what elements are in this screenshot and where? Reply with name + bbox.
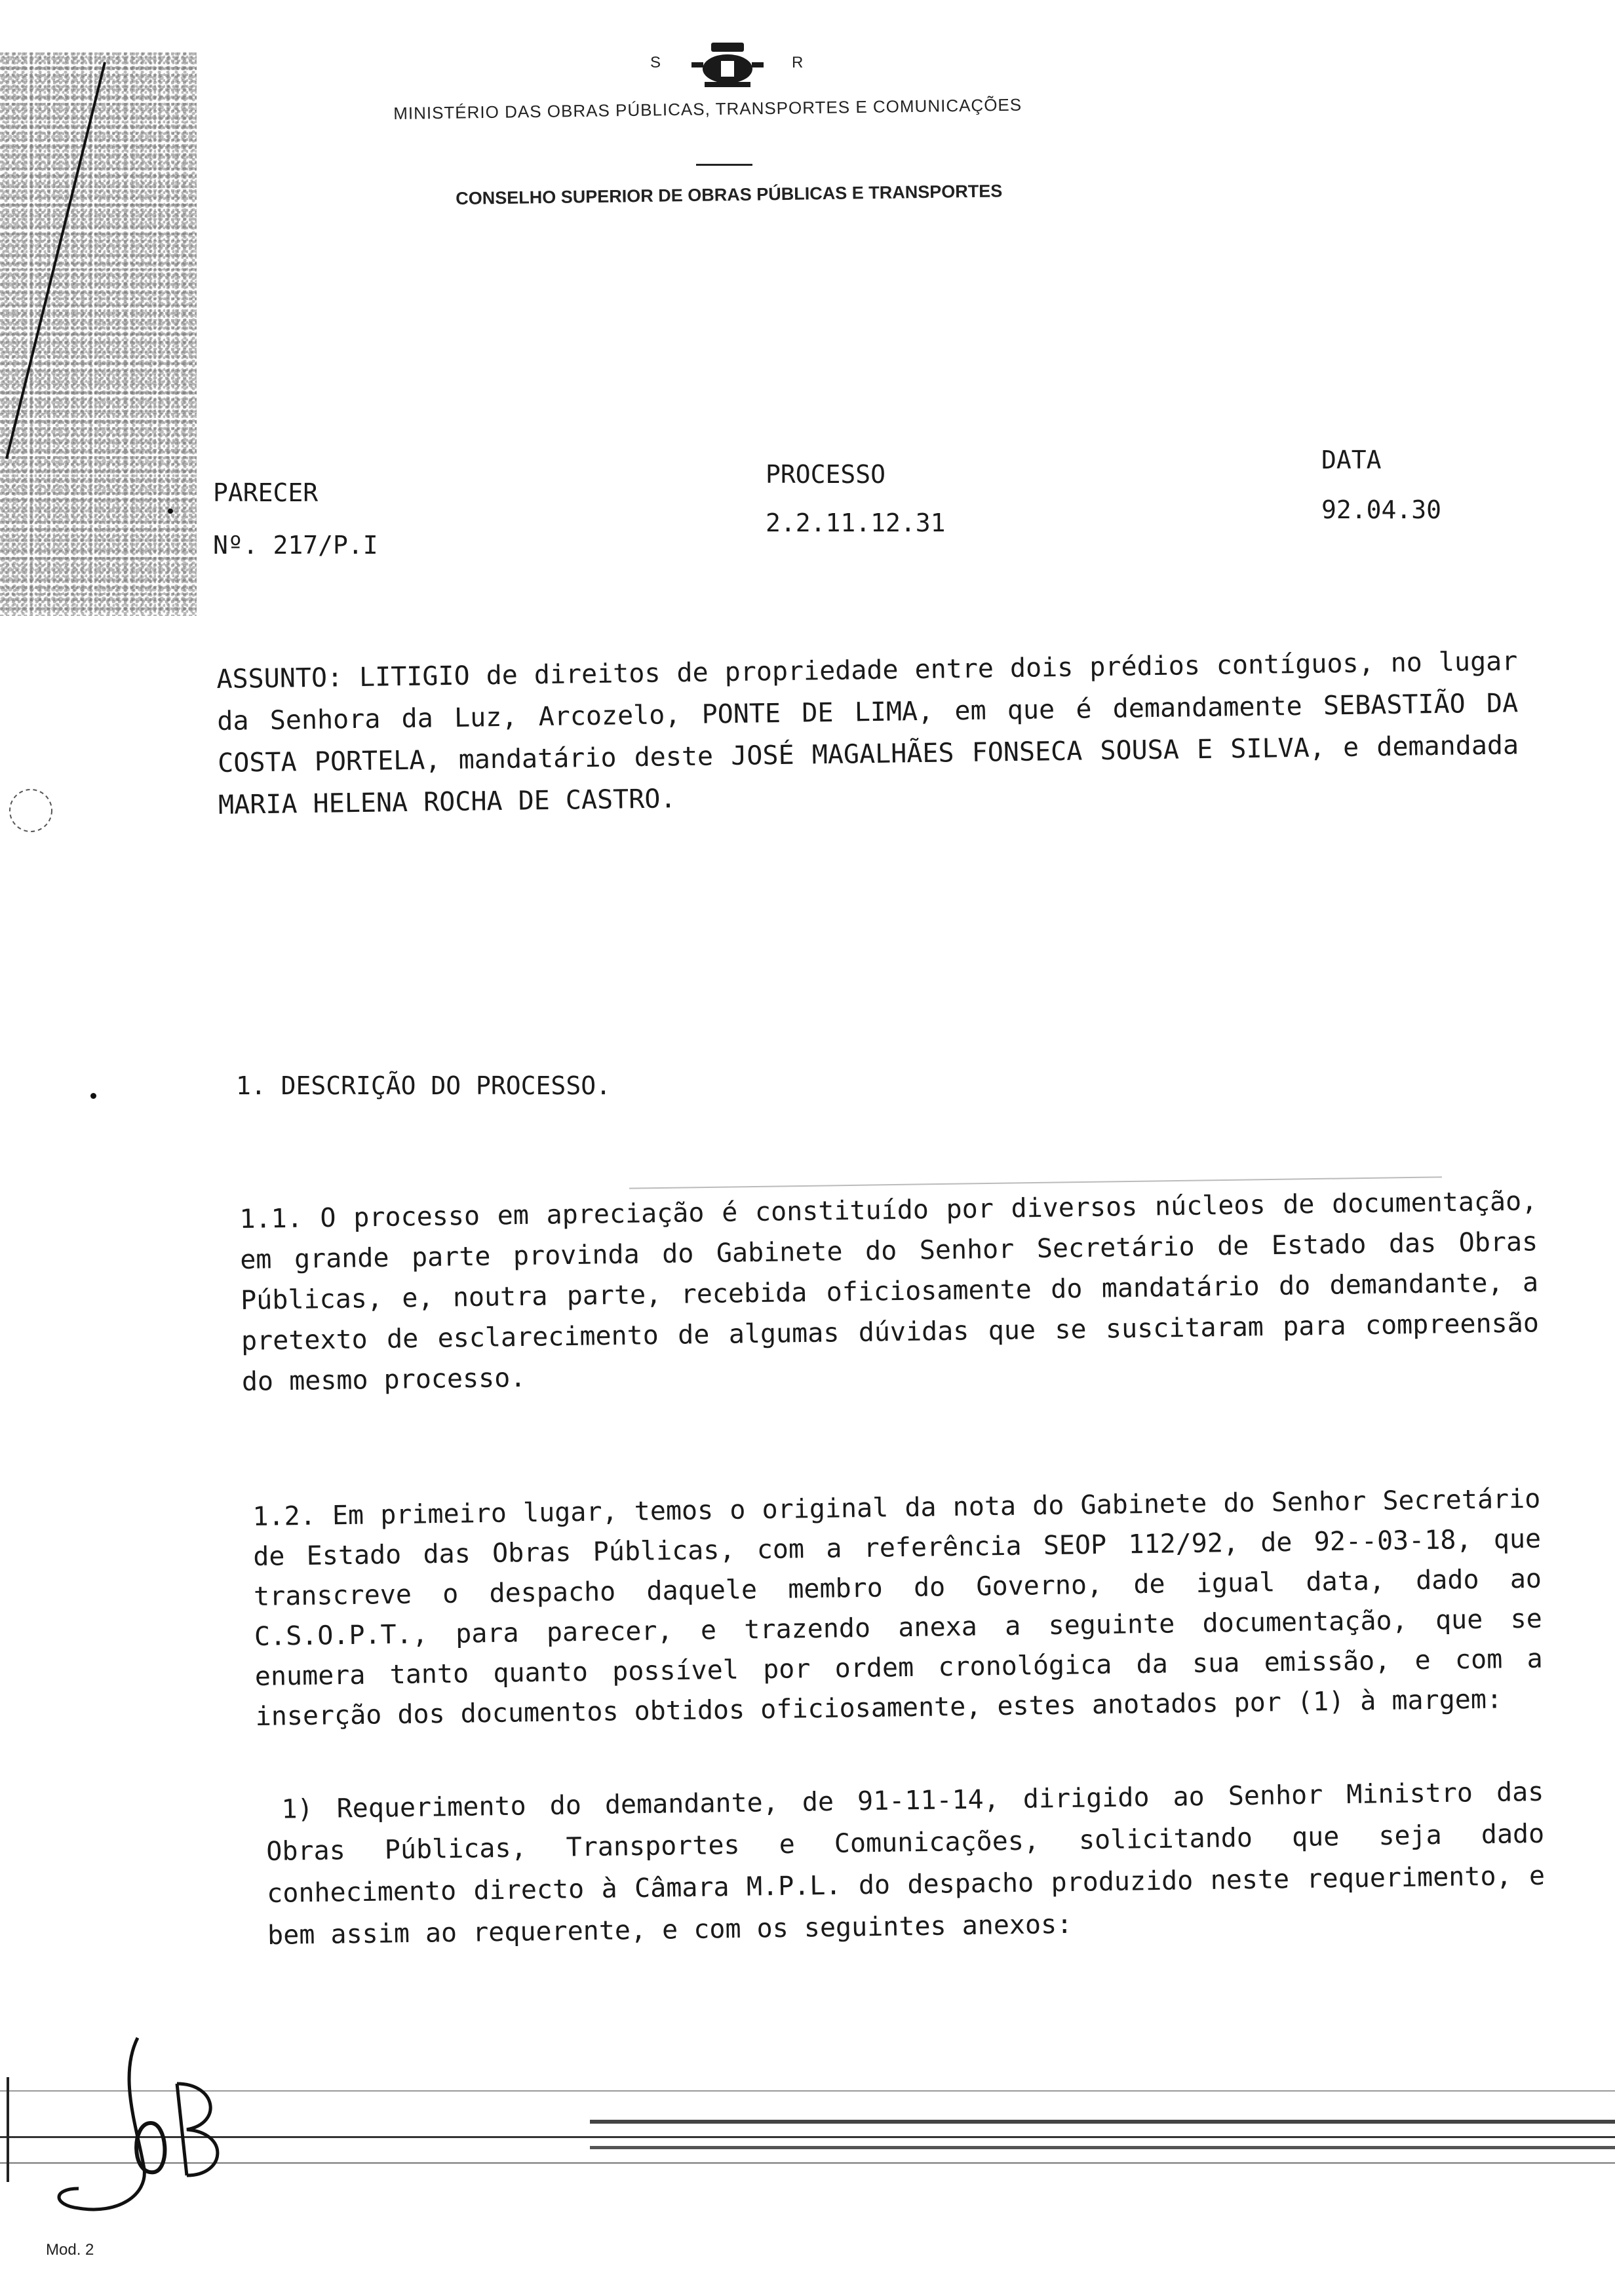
data-label: DATA xyxy=(1321,446,1382,474)
subject-paragraph: ASSUNTO: LITIGIO de direitos de propriedade entre dois prédios contíguos, no lugar da Senhora da Luz, Arcozelo, PONTE DE LIMA, em que é demandamente SEBASTIÃO DA COSTA PORTELA, mandatário deste JOSÉ MAGALHÃES FONSECA SOUSA E SILVA, e demandada MARIA HELENA ROCHA DE CASTRO. xyxy=(216,646,1519,820)
paragraph-1-1: 1.1. O processo em apreciação é constituído por diversos núcleos de documentação, em grande parte provinda do Gabinete do Senhor Secretário de Estado das Obras Públicas, e, noutra parte, recebida oficiosamente do mandatário do demandante, a pretexto de esclarecimento de algumas dúvidas que se suscitaram para compreensão do mesmo processo. xyxy=(239,1186,1540,1397)
parecer-label: PARECER xyxy=(213,478,319,507)
scan-edge-line xyxy=(0,0,131,655)
processo-label: PROCESSO xyxy=(766,460,886,489)
letterhead-right-mark: R xyxy=(792,54,804,71)
parecer-number: Nº. 217/P.I xyxy=(213,531,378,560)
letterhead-divider xyxy=(696,164,752,166)
processo-number: 2.2.11.12.31 xyxy=(766,508,946,537)
data-value: 92.04.30 xyxy=(1321,495,1442,524)
ministry-name: MINISTÉRIO DAS OBRAS PÚBLICAS, TRANSPORTES E COMUNICAÇÕES xyxy=(393,94,1022,123)
margin-dot xyxy=(168,508,173,514)
margin-dot xyxy=(90,1093,96,1099)
handwritten-initials xyxy=(39,2025,249,2221)
letterhead-left-mark: S xyxy=(650,54,661,71)
form-label: Mod. 2 xyxy=(46,2241,94,2259)
paragraph-1-2: 1.2. Em primeiro lugar, temos o original da nota do Gabinete do Senhor Secretário de Estado das Obras Públicas, com a referência SEOP 112/92, de 92--03-18, que transcreve o despacho daquele membro do Governo, de igual data, dado ao C.S.O.P.T., para parecer, e trazendo anexa a seguinte documentação, que se enumera tanto quanto possível por ordem cronológica da sua emissão, e com a inserção dos documentos obtidos oficiosamente, estes anotados por (1) à margem: xyxy=(252,1483,1543,1732)
list-item-1: 1) Requerimento do demandante, de 91-11-14, dirigido ao Senhor Ministro das Obras Públicas, Transportes e Comunicações, solicitando que seja dado conhecimento directo à Câmara M.P.L. do despacho produzido neste requerimento, e bem assim ao requerente, e com os seguintes anexos: xyxy=(266,1776,1546,1951)
punch-hole-mark xyxy=(3,783,62,842)
council-name: CONSELHO SUPERIOR DE OBRAS PÚBLICAS E TRANSPORTES xyxy=(456,181,1003,208)
section-title: 1. DESCRIÇÃO DO PROCESSO. xyxy=(236,1071,611,1100)
coat-of-arms-emblem xyxy=(685,36,770,95)
